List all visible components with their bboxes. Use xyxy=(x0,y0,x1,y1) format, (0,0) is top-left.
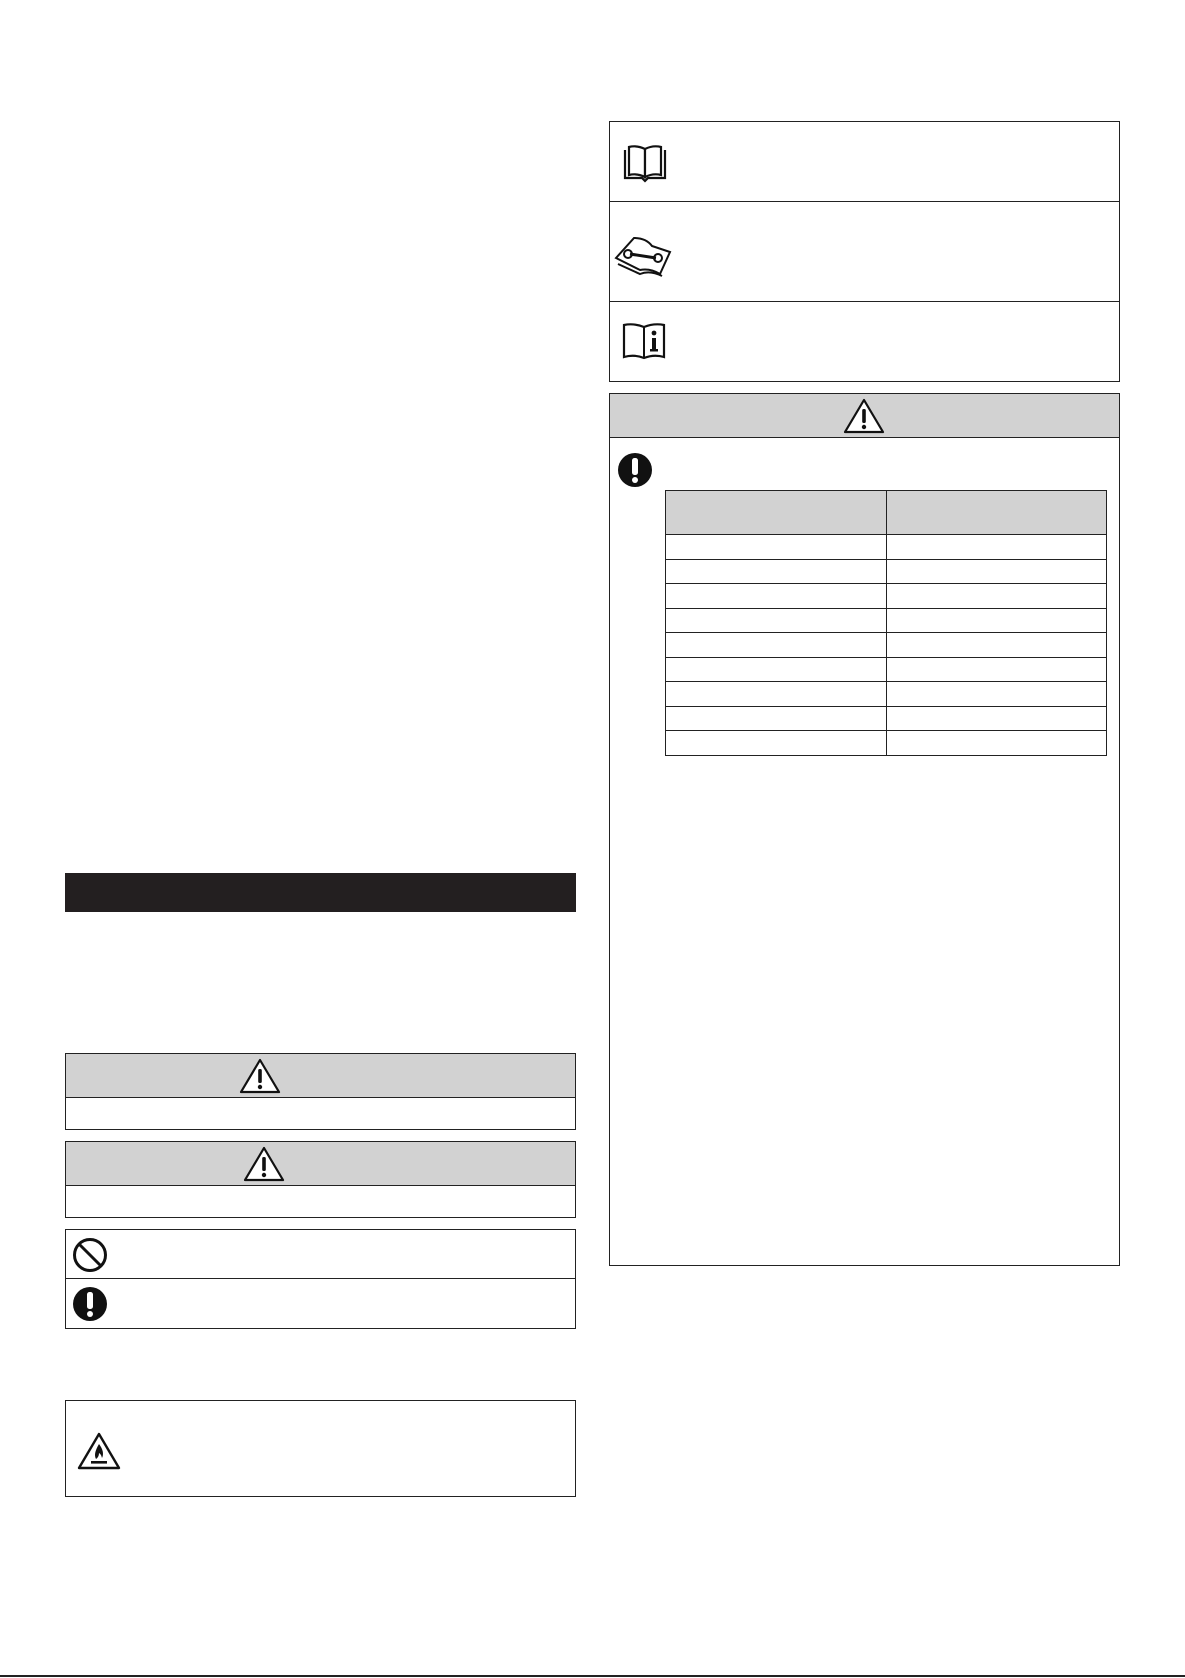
table-cell xyxy=(666,559,887,584)
table-cell xyxy=(886,657,1107,682)
table-cell xyxy=(666,584,887,609)
warning-header xyxy=(610,394,1119,438)
warning-header xyxy=(66,1142,575,1186)
table-cell xyxy=(666,657,887,682)
table-cell xyxy=(666,682,887,707)
warning-header xyxy=(66,1054,575,1098)
warning-table-box xyxy=(609,393,1120,1266)
table-cell xyxy=(886,559,1107,584)
table-header-cell xyxy=(886,491,1107,535)
exclamation-circle-icon xyxy=(72,1286,108,1322)
table-cell xyxy=(666,608,887,633)
table-cell xyxy=(666,535,887,560)
manual-symbols-box xyxy=(609,121,1120,382)
divider xyxy=(66,1278,575,1279)
table-row xyxy=(666,706,1107,731)
table-row xyxy=(666,559,1107,584)
divider xyxy=(610,201,1119,202)
prohibition-icon xyxy=(72,1237,108,1273)
table-row xyxy=(666,535,1107,560)
book-icon xyxy=(622,144,668,184)
flammable-notice-box xyxy=(65,1400,576,1497)
symbol-legend-box xyxy=(65,1229,576,1329)
table-cell xyxy=(886,706,1107,731)
table-cell xyxy=(886,682,1107,707)
table-cell xyxy=(666,731,887,756)
flammable-triangle-icon xyxy=(77,1432,121,1470)
table-header-cell xyxy=(666,491,887,535)
table-row xyxy=(666,657,1107,682)
warning-triangle-icon xyxy=(843,398,885,434)
table-cell xyxy=(886,731,1107,756)
warning-triangle-icon xyxy=(243,1146,285,1182)
exclamation-circle-icon xyxy=(617,452,653,488)
table-cell xyxy=(666,633,887,658)
warning-box-2 xyxy=(65,1141,576,1218)
table-cell xyxy=(886,633,1107,658)
table-cell xyxy=(666,706,887,731)
page-bottom-rule xyxy=(0,1675,1185,1677)
table-row xyxy=(666,731,1107,756)
table-cell xyxy=(886,584,1107,609)
table-row xyxy=(666,682,1107,707)
wrench-book-icon xyxy=(612,234,676,278)
table-header-row xyxy=(666,491,1107,535)
info-book-icon xyxy=(621,321,667,361)
table-cell xyxy=(886,535,1107,560)
warning-triangle-icon xyxy=(239,1058,281,1094)
table-cell xyxy=(886,608,1107,633)
divider xyxy=(610,301,1119,302)
section-heading-bar xyxy=(65,873,576,912)
table-row xyxy=(666,584,1107,609)
table-row xyxy=(666,633,1107,658)
spec-table xyxy=(665,490,1107,756)
table-row xyxy=(666,608,1107,633)
warning-box-1 xyxy=(65,1053,576,1130)
